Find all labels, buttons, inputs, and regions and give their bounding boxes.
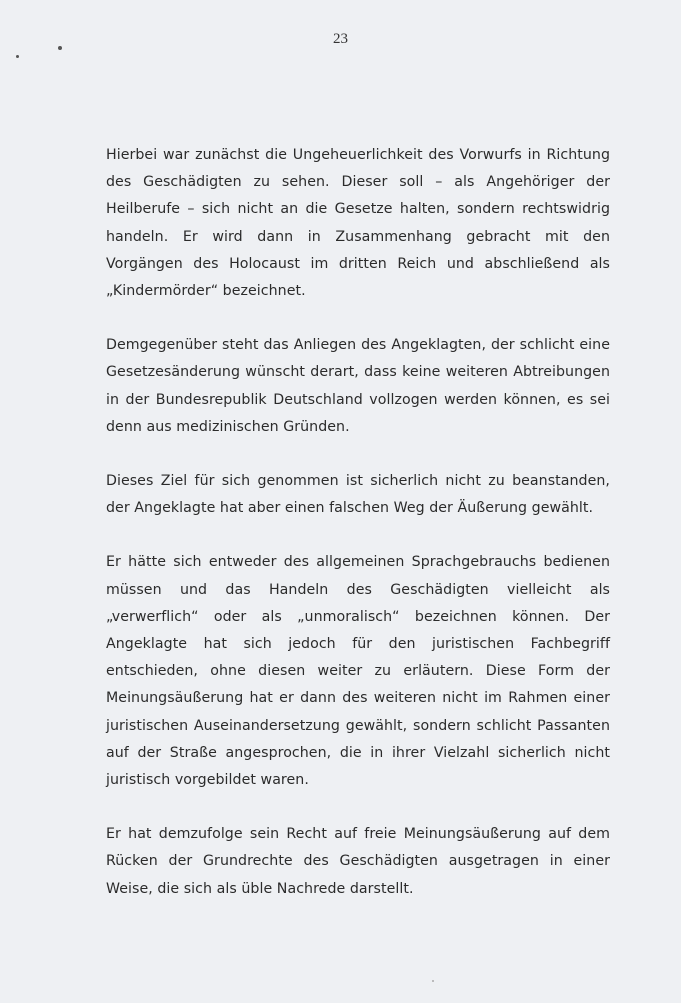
scan-speck (432, 980, 434, 982)
page-number: 23 (333, 31, 348, 47)
paragraph: Dieses Ziel für sich genommen ist sicherlich nicht zu beanstanden, der Angeklagte hat aber einen falschen Weg der Äußerung gewählt. (106, 473, 610, 517)
scan-speck (16, 55, 19, 58)
paragraph: Hierbei war zunächst die Ungeheuerlichkeit des Vorwurfs in Richtung des Geschädigten zu sehen. Dieser soll – als Angehöriger der Heilberufe – sich nicht an die Gesetze halten, sondern rechtswidrig handeln. Er wird dann in Zusammenhang gebracht mit den Vorgängen des Holocaust im dritten Reich und abschließend als „Kindermörder“ bezeichnet. (106, 147, 610, 300)
paragraph: Er hätte sich entweder des allgemeinen Sprachgebrauchs bedienen müssen und das Handeln des Geschädigten vielleicht als „verwerflich“ oder als „unmoralisch“ bezeichnen können. Der Angeklagte hat sich jedoch für den juristischen Fachbegriff entschieden, ohne diesen weiter zu erläutern. Diese Form der Meinungsäußerung hat er dann des weiteren nicht im Rahmen einer juristischen Auseinandersetzung gewählt, sondern schlicht Passanten auf der Straße angesprochen, die in ihrer Vielzahl sicherlich nicht juristisch vorgebildet waren. (106, 554, 610, 789)
paragraph: Demgegenüber steht das Anliegen des Angeklagten, der schlicht eine Gesetzesänderung wünscht derart, dass keine weiteren Abtreibungen in der Bundesrepublik Deutschland vollzogen werden können, es sei denn aus medizinischen Gründen. (106, 337, 610, 435)
paragraph: Er hat demzufolge sein Recht auf freie Meinungsäußerung auf dem Rücken der Grundrechte des Geschädigten ausgetragen in einer Weise, die sich als üble Nachrede darstellt. (106, 826, 610, 897)
document-body (106, 142, 610, 930)
scan-speck (58, 46, 62, 50)
